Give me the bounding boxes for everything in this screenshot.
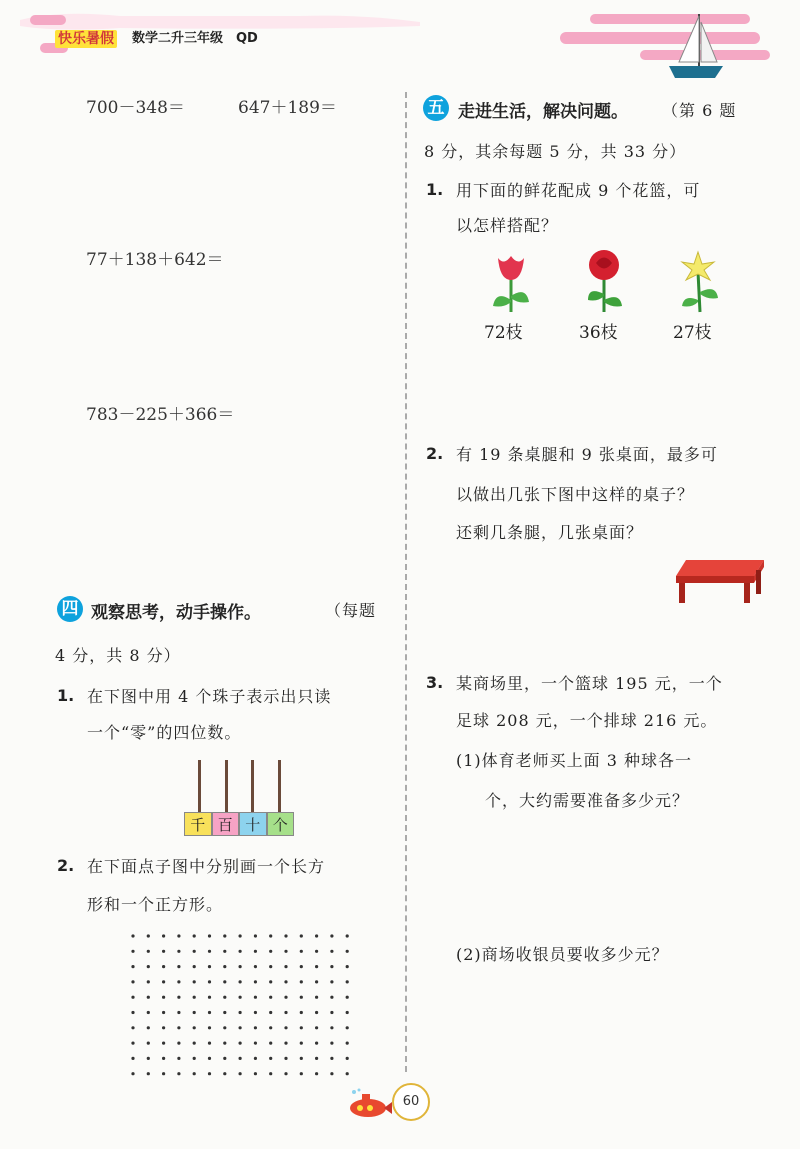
s5-q3-line1: 某商场里，一个篮球 195 元，一个: [456, 674, 723, 693]
grid-dot: [223, 1057, 226, 1060]
grid-dot: [239, 965, 242, 968]
grid-dot: [315, 1042, 318, 1045]
flower-count-lily: 27枝: [673, 323, 712, 343]
table-icon: [674, 558, 766, 608]
rose-icon: [582, 248, 626, 314]
grid-dot: [131, 996, 134, 999]
grid-dot: [239, 1057, 242, 1060]
s5-q3-number: 3.: [426, 673, 444, 692]
grid-dot: [177, 950, 180, 953]
s5-q1-line1: 用下面的鲜花配成 9 个花篮，可: [456, 181, 701, 200]
grid-dot: [193, 1057, 196, 1060]
grid-dot: [269, 965, 272, 968]
grid-dot: [208, 980, 211, 983]
grid-dot: [300, 1011, 303, 1014]
grid-dot: [147, 1042, 150, 1045]
grid-dot: [131, 1042, 134, 1045]
grid-dot: [330, 1042, 333, 1045]
grid-dot: [177, 1072, 180, 1075]
grid-dot: [346, 996, 349, 999]
section5-score-b: 8 分，其余每题 5 分，共 33 分）: [424, 142, 687, 161]
grid-dot: [223, 965, 226, 968]
grid-dot: [330, 965, 333, 968]
grid-dot: [177, 965, 180, 968]
grid-dot: [300, 1042, 303, 1045]
grid-dot: [239, 1042, 242, 1045]
grid-dot: [162, 950, 165, 953]
grid-dot: [284, 980, 287, 983]
grid-dot: [177, 1042, 180, 1045]
grid-dot: [284, 950, 287, 953]
grid-dot: [254, 965, 257, 968]
grid-dot: [208, 965, 211, 968]
grid-dot: [193, 1011, 196, 1014]
grid-dot: [300, 1057, 303, 1060]
grid-dot: [346, 950, 349, 953]
grid-dot: [284, 1026, 287, 1029]
grid-dot: [330, 1011, 333, 1014]
grid-dot: [315, 1072, 318, 1075]
grid-dot: [162, 1072, 165, 1075]
header-title: 数学二升三年级 QD: [132, 31, 258, 46]
grid-dot: [346, 1042, 349, 1045]
section5-score-a: （第 6 题: [662, 101, 737, 120]
grid-dot: [269, 1026, 272, 1029]
grid-dot: [208, 1057, 211, 1060]
grid-dot: [284, 934, 287, 937]
grid-dot: [162, 934, 165, 937]
grid-dot: [269, 996, 272, 999]
column-divider: [405, 92, 407, 1072]
grid-dot: [300, 1072, 303, 1075]
grid-dot: [131, 1011, 134, 1014]
grid-dot: [269, 1042, 272, 1045]
grid-dot: [315, 965, 318, 968]
grid-dot: [147, 950, 150, 953]
abacus-rod-tens: [251, 760, 254, 814]
grid-dot: [162, 1042, 165, 1045]
grid-dot: [147, 996, 150, 999]
grid-dot: [346, 934, 349, 937]
grid-dot: [300, 1026, 303, 1029]
grid-dot: [300, 934, 303, 937]
grid-dot: [162, 980, 165, 983]
s5-q1-line2: 以怎样搭配？: [456, 216, 559, 235]
grid-dot: [300, 996, 303, 999]
grid-dot: [193, 950, 196, 953]
abacus-label-tens: 十: [239, 812, 267, 836]
sailboat-icon: [665, 10, 725, 82]
grid-dot: [284, 1057, 287, 1060]
grid-dot: [162, 1011, 165, 1014]
grid-dot: [223, 1026, 226, 1029]
grid-dot: [223, 1042, 226, 1045]
calc-line-4: 783－225＋366＝: [86, 405, 235, 425]
s4-q1-number: 1.: [57, 686, 75, 705]
grid-dot: [315, 950, 318, 953]
grid-dot: [162, 996, 165, 999]
grid-dot: [330, 1026, 333, 1029]
grid-dot: [147, 1026, 150, 1029]
grid-dot: [147, 980, 150, 983]
grid-dot: [131, 950, 134, 953]
s5-q3-sub1-line2: 个，大约需要准备多少元？: [485, 791, 690, 810]
grid-dot: [131, 1026, 134, 1029]
grid-dot: [193, 1026, 196, 1029]
grid-dot: [330, 950, 333, 953]
grid-dot: [208, 1011, 211, 1014]
grid-dot: [254, 1011, 257, 1014]
grid-dot: [223, 996, 226, 999]
grid-dot: [177, 1026, 180, 1029]
grid-dot: [254, 980, 257, 983]
grid-dot: [300, 980, 303, 983]
section4-score-b: 4 分，共 8 分）: [55, 646, 181, 665]
grid-dot: [330, 980, 333, 983]
grid-dot: [208, 1042, 211, 1045]
grid-dot: [330, 1057, 333, 1060]
s5-q3-line2: 足球 208 元，一个排球 216 元。: [456, 711, 718, 730]
grid-dot: [147, 1057, 150, 1060]
grid-dot: [269, 1057, 272, 1060]
grid-dot: [239, 950, 242, 953]
grid-dot: [223, 934, 226, 937]
grid-dot: [177, 1057, 180, 1060]
section4-badge: 四: [57, 596, 83, 622]
s4-q2-line1: 在下面点子图中分别画一个长方: [87, 857, 326, 876]
grid-dot: [239, 1072, 242, 1075]
s4-q1-line2: 一个“零”的四位数。: [87, 723, 242, 742]
grid-dot: [131, 965, 134, 968]
grid-dot: [162, 1026, 165, 1029]
lily-icon: [676, 248, 722, 314]
grid-dot: [193, 965, 196, 968]
tulip-icon: [488, 250, 534, 315]
grid-dot: [315, 1011, 318, 1014]
grid-dot: [208, 1072, 211, 1075]
grid-dot: [330, 996, 333, 999]
grid-dot: [131, 980, 134, 983]
grid-dot: [239, 1011, 242, 1014]
s4-q2-number: 2.: [57, 856, 75, 875]
grid-dot: [131, 1072, 134, 1075]
abacus-rod-hundreds: [225, 760, 228, 814]
s4-q2-line2: 形和一个正方形。: [87, 895, 224, 914]
grid-dot: [223, 1011, 226, 1014]
grid-dot: [239, 996, 242, 999]
grid-dot: [193, 980, 196, 983]
grid-dot: [254, 1042, 257, 1045]
abacus-label-thousands: 千: [184, 812, 212, 836]
submarine-icon: [346, 1088, 394, 1120]
grid-dot: [315, 1026, 318, 1029]
abacus-rod-thousands: [198, 760, 201, 814]
s5-q3-sub1-line1: (1)体育老师买上面 3 种球各一: [456, 751, 693, 770]
grid-dot: [346, 1011, 349, 1014]
grid-dot: [269, 1011, 272, 1014]
grid-dot: [254, 1026, 257, 1029]
grid-dot: [315, 980, 318, 983]
grid-dot: [269, 950, 272, 953]
abacus-rod-ones: [278, 760, 281, 814]
grid-dot: [193, 996, 196, 999]
grid-dot: [315, 996, 318, 999]
s5-q2-number: 2.: [426, 444, 444, 463]
grid-dot: [346, 1057, 349, 1060]
grid-dot: [300, 965, 303, 968]
grid-dot: [208, 950, 211, 953]
grid-dot: [254, 950, 257, 953]
s5-q2-line1: 有 19 条桌腿和 9 张桌面，最多可: [456, 445, 718, 464]
calc-line-2: 647＋189＝: [238, 98, 337, 118]
grid-dot: [330, 934, 333, 937]
grid-dot: [131, 1057, 134, 1060]
grid-dot: [177, 934, 180, 937]
grid-dot: [147, 1072, 150, 1075]
abacus-label-hundreds: 百: [212, 812, 240, 836]
grid-dot: [269, 934, 272, 937]
grid-dot: [208, 1026, 211, 1029]
grid-dot: [239, 980, 242, 983]
grid-dot: [177, 996, 180, 999]
grid-dot: [346, 1072, 349, 1075]
s4-q1-line1: 在下图中用 4 个珠子表示出只读: [87, 687, 332, 706]
s5-q1-number: 1.: [426, 180, 444, 199]
grid-dot: [315, 934, 318, 937]
grid-dot: [147, 965, 150, 968]
grid-dot: [193, 934, 196, 937]
page-number: 60: [392, 1083, 430, 1121]
grid-dot: [208, 996, 211, 999]
grid-dot: [131, 934, 134, 937]
grid-dot: [239, 1026, 242, 1029]
grid-dot: [346, 965, 349, 968]
grid-dot: [284, 1011, 287, 1014]
grid-dot: [269, 980, 272, 983]
grid-dot: [254, 1057, 257, 1060]
s5-q2-line2: 以做出几张下图中这样的桌子？: [456, 485, 695, 504]
grid-dot: [284, 996, 287, 999]
grid-dot: [284, 1072, 287, 1075]
grid-dot: [177, 1011, 180, 1014]
section4-title: 观察思考，动手操作。: [91, 603, 261, 623]
grid-dot: [223, 980, 226, 983]
abacus-label-ones: 个: [267, 812, 295, 836]
section4-score-a: （每题: [325, 601, 377, 620]
abacus-base: [184, 812, 294, 836]
grid-dot: [193, 1042, 196, 1045]
flower-count-tulip: 72枝: [484, 323, 523, 343]
grid-dot: [162, 965, 165, 968]
calc-line-3: 77＋138＋642＝: [86, 250, 224, 270]
grid-dot: [223, 950, 226, 953]
s5-q3-sub2: (2)商场收银员要收多少元？: [456, 945, 669, 964]
section5-title: 走进生活，解决问题。: [458, 102, 628, 122]
dot-grid: [125, 930, 355, 1080]
grid-dot: [284, 1042, 287, 1045]
calc-line-1: 700－348＝: [86, 98, 185, 118]
grid-dot: [269, 1072, 272, 1075]
grid-dot: [254, 934, 257, 937]
grid-dot: [147, 934, 150, 937]
flower-count-rose: 36枝: [579, 323, 618, 343]
grid-dot: [254, 996, 257, 999]
grid-dot: [254, 1072, 257, 1075]
grid-dot: [177, 980, 180, 983]
header-brand: 快乐暑假: [55, 30, 117, 48]
grid-dot: [330, 1072, 333, 1075]
grid-dot: [239, 934, 242, 937]
grid-dot: [162, 1057, 165, 1060]
grid-dot: [284, 965, 287, 968]
grid-dot: [193, 1072, 196, 1075]
grid-dot: [208, 934, 211, 937]
grid-dot: [346, 980, 349, 983]
grid-dot: [315, 1057, 318, 1060]
grid-dot: [147, 1011, 150, 1014]
grid-dot: [300, 950, 303, 953]
section5-badge: 五: [423, 95, 449, 121]
grid-dot: [223, 1072, 226, 1075]
grid-dot: [346, 1026, 349, 1029]
s5-q2-line3: 还剩几条腿，几张桌面？: [456, 523, 644, 542]
